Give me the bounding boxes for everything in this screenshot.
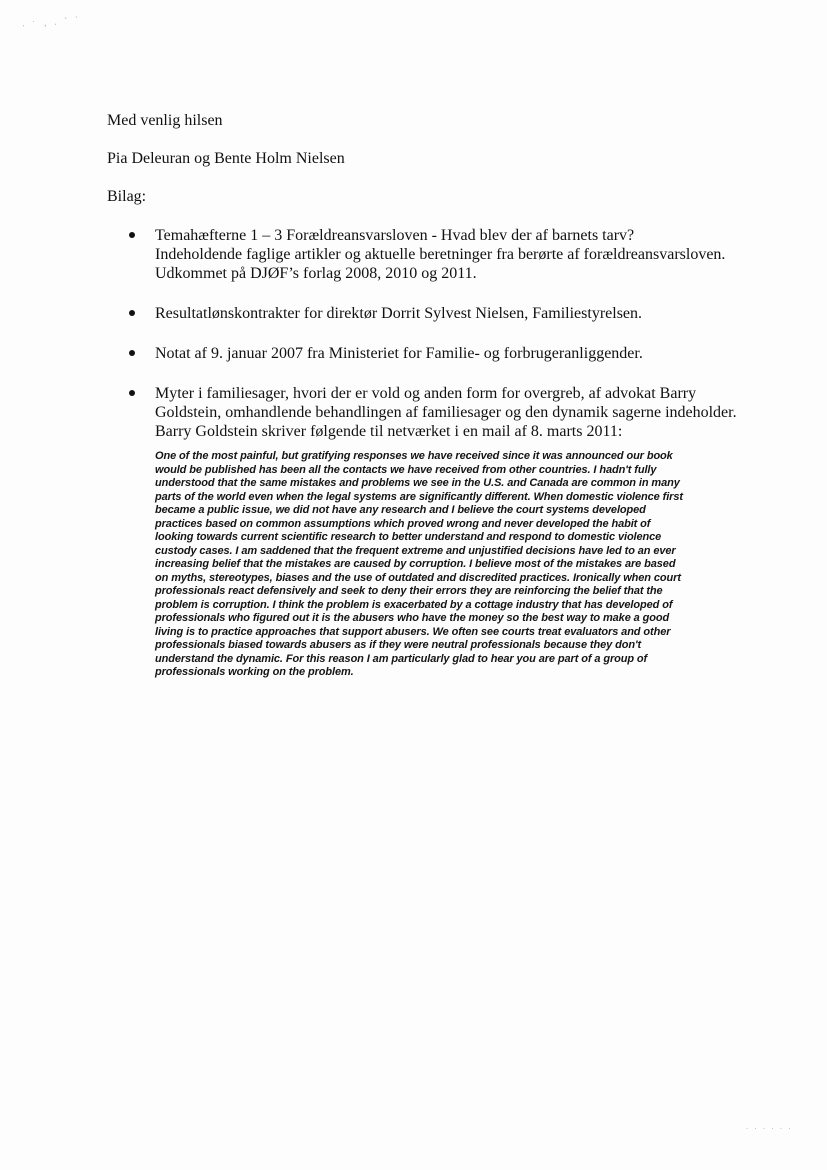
letter-closing: Med venlig hilsen	[107, 112, 223, 129]
scan-speck-marks: · ˙ , . ` ˋ	[21, 14, 82, 31]
quote-line: One of the most painful, but gratifying responses we have received since it was announced our book	[155, 450, 673, 462]
attachments-heading: Bilag:	[107, 188, 147, 205]
quote-line: on myths, stereotypes, biases and the use of outdated and discredited practices. Ironically when court	[155, 571, 681, 584]
bullet-icon	[129, 350, 135, 356]
quote-line: living is to practice approaches that support abusers. We often see courts treat evaluators and other	[155, 625, 671, 638]
attachment-line: Myter i familiesager, hvori der er vold og anden form for overgreb, af advokat Barry	[155, 385, 697, 402]
quote-line: professionals biased towards abusers as if they were neutral professionals because they don't	[155, 639, 642, 651]
attachment-item	[120, 226, 760, 283]
attachment-item	[120, 384, 760, 441]
scan-speck-marks-bottom: . . . . . .	[746, 1122, 793, 1131]
quote-line: looking towards current scientific research to better understand and respond to domestic violence	[155, 531, 662, 543]
attachment-line: Udkommet på DJØF’s forlag 2008, 2010 og 2011.	[155, 265, 477, 282]
bullet-icon	[129, 232, 135, 238]
attachment-line: Barry Goldstein skriver følgende til netværket i en mail af 8. marts 2011:	[155, 423, 623, 440]
attachment-line: Resultatlønskontrakter for direktør Dorrit Sylvest Nielsen, Familiestyrelsen.	[155, 305, 643, 322]
attachment-line: Temahæfterne 1 – 3 Forældreansvarsloven - Hvad blev der af barnets tarv?	[155, 227, 635, 244]
quote-line: became a public issue, we did not have any research and I believe the court systems developed	[155, 504, 646, 516]
quote-line: professionals working on the problem.	[155, 666, 354, 678]
quote-line: understood that the same mistakes and problems we see in the U.S. and Canada are common in many	[155, 477, 680, 489]
quote-line: professionals who figured out it is the abusers who have the money so the best way to make a good	[155, 612, 670, 624]
attachment-line: Notat af 9. januar 2007 fra Ministeriet for Familie- og forbrugeranliggender.	[155, 345, 643, 362]
quote-line: would be published has been all the contacts we have received from other countries. I hadn't fully	[155, 463, 657, 476]
quote-line: parts of the world even when the legal systems are significantly different. When domestic violence first	[155, 490, 683, 503]
letter-signers: Pia Deleuran og Bente Holm Nielsen	[107, 150, 345, 167]
attachments-list	[120, 226, 760, 462]
email-quote	[155, 450, 755, 680]
attachment-line: Indeholdende faglige artikler og aktuelle beretninger fra berørte af forældreansvarsloven.	[155, 246, 726, 263]
quote-line: custody cases. I am saddened that the frequent extreme and unjustified decisions have led to an ever	[155, 544, 676, 557]
attachment-item	[120, 304, 760, 323]
attachment-line: Goldstein, omhandlende behandlingen af familiesager og den dynamik sagerne indeholder.	[155, 404, 737, 421]
bullet-icon	[129, 390, 135, 396]
bullet-icon	[129, 310, 135, 316]
attachment-item	[120, 344, 760, 363]
quote-line: practices based on common assumptions which proved wrong and never developed the habit of	[155, 517, 651, 530]
quote-line: understand the dynamic. For this reason I am particularly glad to hear you are part of a group of	[155, 652, 648, 665]
quote-line: increasing belief that the mistakes are caused by corruption. I believe most of the mistakes are based	[155, 558, 676, 570]
quote-line: problem is corruption. I think the problem is exacerbated by a cottage industry that has developed of	[155, 598, 673, 611]
quote-line: professionals react defensively and seek to deny their errors they are reinforcing the belief that the	[155, 585, 663, 597]
